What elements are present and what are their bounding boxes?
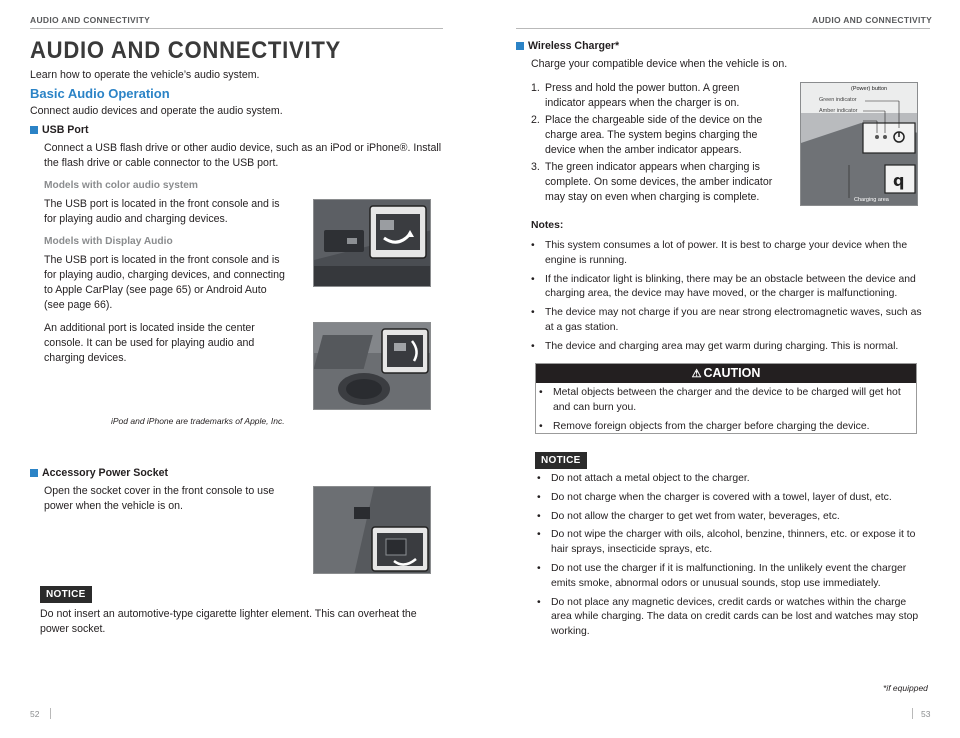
- list-item: • If the indicator light is blinking, there may be an obstacle between the device and charging area, the device may have moved, or the charger is malfunctioning.: [531, 273, 916, 300]
- page-number: 53: [921, 709, 931, 719]
- caution-header: ⚠ CAUTION: [536, 364, 916, 383]
- color-models-text: The USB port is located in the front console and is: [44, 198, 280, 210]
- step-item: 1. Press and hold the power button. A green indicator appears when the charger is on.: [531, 82, 740, 109]
- accessory-heading: Accessory Power Socket: [30, 467, 168, 479]
- running-head: AUDIO AND CONNECTIVITY: [812, 15, 933, 25]
- caution-box: [535, 363, 917, 434]
- additional-port-text: console. It can be used for playing audio and: [44, 337, 255, 349]
- notice-text: power socket.: [40, 623, 106, 635]
- usb-port-photo: [313, 199, 431, 287]
- additional-port-text: charging devices.: [44, 352, 127, 364]
- list-item: • Do not wipe the charger with oils, alcohol, benzine, thinners, etc. or expose it to hair sprays, insecticide sprays, etc.: [537, 529, 916, 556]
- display-models-text: The USB port is located in the front console and is: [44, 254, 280, 266]
- list-item: • Do not charge when the charger is covered with a towel, layer of dust, etc.: [537, 491, 892, 503]
- notice-badge: NOTICE: [535, 452, 587, 469]
- trademark-note: iPod and iPhone are trademarks of Apple, Inc.: [111, 416, 285, 426]
- square-bullet-icon: [516, 42, 524, 50]
- list-item: • Do not use the charger if it is malfunctioning. In the unlikely event the charger emits smoke, abnormal odors or unusual sounds, stop use immediately.: [537, 562, 907, 589]
- additional-port-text: An additional port is located inside the center: [44, 322, 255, 334]
- diagram-label-green: Green indicator: [819, 97, 857, 103]
- square-bullet-icon: [30, 469, 38, 477]
- list-item: • The device may not charge if you are near strong electromagnetic waves, such as at a gas station.: [531, 307, 922, 333]
- list-item: • Remove foreign objects from the charger before charging the device.: [539, 420, 870, 432]
- usb-text-line: Connect a USB flash drive or other audio device, such as an iPod or iPhone®. Install: [44, 142, 442, 154]
- square-bullet-icon: [30, 126, 38, 134]
- notice-list: [537, 472, 920, 644]
- list-item: • Do not place any magnetic devices, credit cards or watches within the charge area while charging. The data on credit cards can be lost and watches may stop working.: [537, 596, 919, 638]
- list-item: • The device and charging area may get warm during charging. This is normal.: [531, 340, 899, 352]
- display-models-text: to Apple CarPlay (see page 65) or Android Auto: [44, 284, 267, 296]
- footnote: *if equipped: [883, 683, 928, 693]
- display-models-text: for playing audio, charging devices, and connecting: [44, 269, 285, 281]
- diagram-label-amber: Amber indicator: [819, 108, 858, 114]
- notes-list: [531, 239, 931, 359]
- accessory-text: power when the vehicle is on.: [44, 500, 183, 512]
- diagram-label-power: (Power) button: [851, 86, 888, 92]
- footer-divider: [912, 708, 913, 719]
- list-item: • Do not allow the charger to get wet from water, beverages, etc.: [537, 510, 840, 522]
- list-item: • This system consumes a lot of power. It is best to charge your device when the engine is running.: [531, 240, 908, 266]
- usb-heading: USB Port: [30, 124, 89, 136]
- list-item: • Do not attach a metal object to the charger.: [537, 473, 750, 484]
- svg-text:q: q: [893, 171, 905, 190]
- running-head: AUDIO AND CONNECTIVITY: [30, 15, 151, 25]
- notes-heading: Notes:: [531, 220, 564, 231]
- display-models-heading: Models with Display Audio: [44, 236, 173, 247]
- wireless-intro: Charge your compatible device when the vehicle is on.: [531, 58, 788, 70]
- page-number: 52: [30, 709, 40, 719]
- usb-text-line: the flash drive or cable connector to the USB port.: [44, 157, 279, 169]
- notice-text: Do not insert an automotive-type cigarette lighter element. This can overheat the: [40, 608, 417, 620]
- page-title: AUDIO AND CONNECTIVITY: [30, 37, 342, 64]
- center-console-photo: [313, 322, 431, 410]
- power-socket-photo: [313, 486, 431, 574]
- step-item: 2. Place the chargeable side of the device on the charge area. The system begins charging the device when the amber indicator appears.: [531, 114, 763, 156]
- color-models-text: for playing audio and charging devices.: [44, 213, 228, 225]
- color-models-heading: Models with color audio system: [44, 180, 198, 191]
- header-rule: [30, 28, 443, 29]
- step-item: 3. The green indicator appears when charging is complete. On some devices, the amber indicator may stay on even when charging is complete.: [531, 161, 773, 203]
- warning-icon: ⚠: [691, 368, 702, 380]
- header-rule: [516, 28, 930, 29]
- section-text: Connect audio devices and operate the audio system.: [30, 105, 283, 117]
- footer-divider: [50, 708, 51, 719]
- wireless-charger-diagram: [800, 82, 918, 206]
- caution-list: [539, 386, 913, 438]
- wireless-steps: [531, 81, 779, 207]
- display-models-text: (see page 66).: [44, 299, 113, 311]
- notice-badge: NOTICE: [40, 586, 92, 603]
- accessory-text: Open the socket cover in the front console to use: [44, 485, 275, 497]
- section-heading: Basic Audio Operation: [30, 86, 170, 101]
- intro-text: Learn how to operate the vehicle’s audio system.: [30, 69, 260, 81]
- list-item: • Metal objects between the charger and the device to be charged will get hot and can burn you.: [539, 387, 901, 413]
- diagram-label-area: Charging area: [854, 197, 889, 203]
- wireless-heading: Wireless Charger*: [516, 40, 619, 52]
